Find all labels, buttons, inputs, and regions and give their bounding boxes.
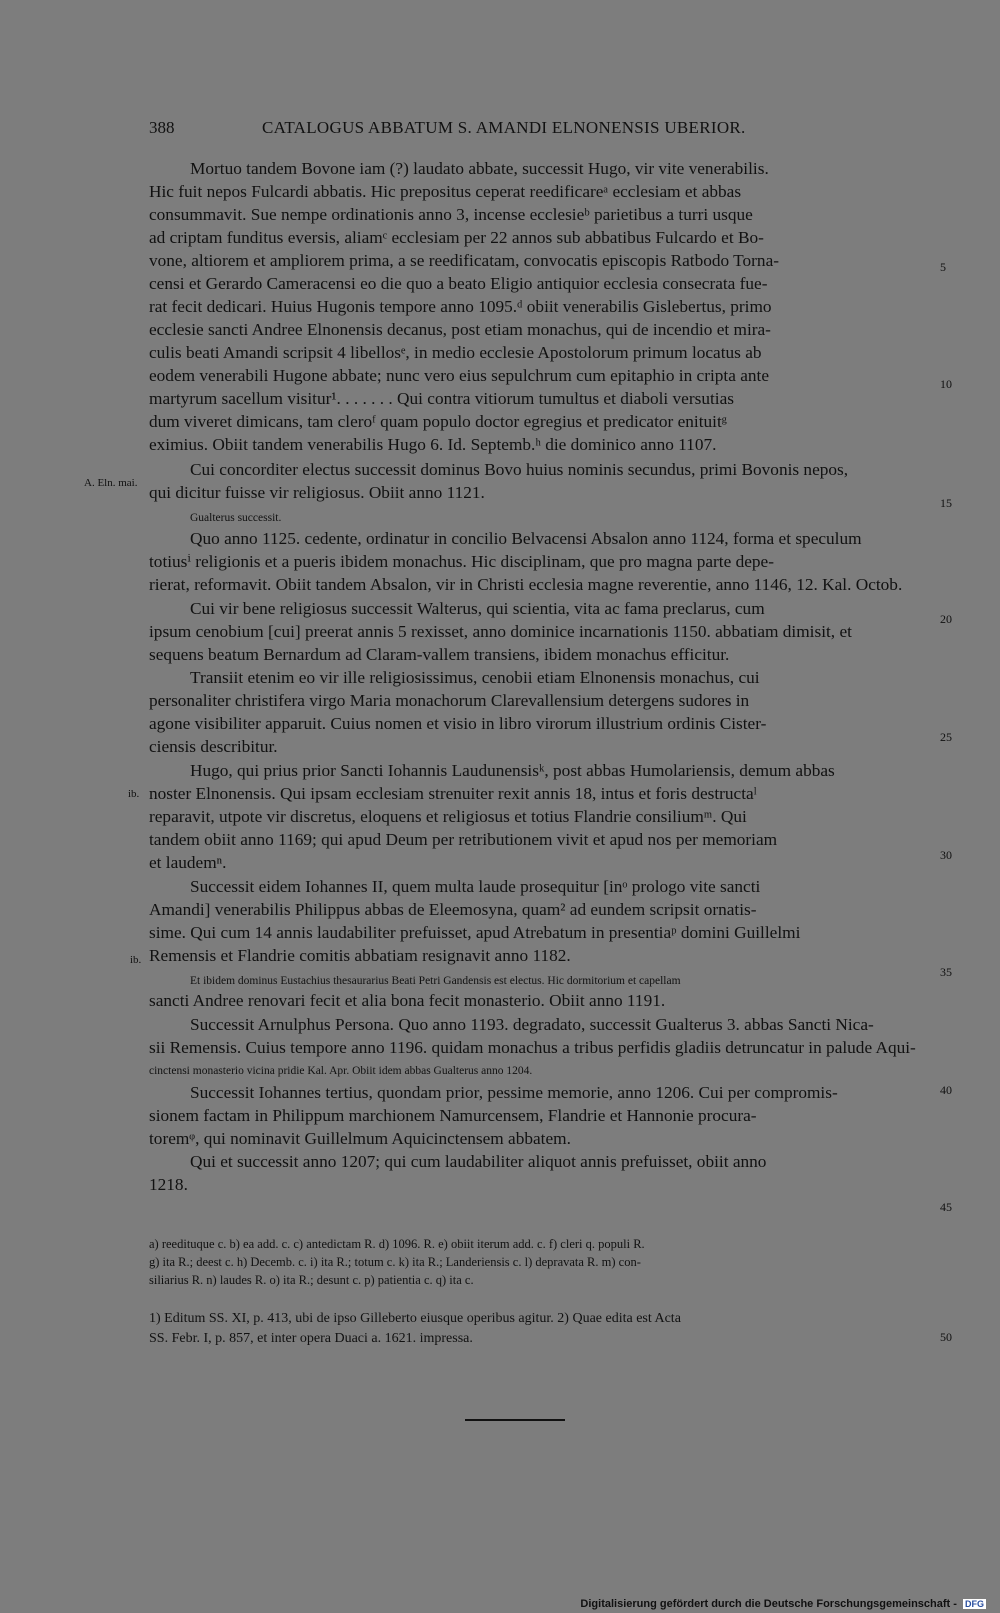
text-line: toremᵠ, qui nominavit Guillelmum Aquicinctensem abbatem. bbox=[149, 1129, 571, 1148]
text-line: sionem factam in Philippum marchionem Namurcensem, Flandrie et Hannonie procura- bbox=[149, 1106, 757, 1125]
text-line: sequens beatum Bernardum ad Claram-vallem transiens, ibidem monachus efficitur. bbox=[149, 645, 730, 664]
footer bbox=[580, 1598, 986, 1610]
line-number: 10 bbox=[940, 377, 952, 391]
text-line: Et ibidem dominus Eustachius thesaurarius Beati Petri Gandensis est electus. Hic dormitorium et capellam bbox=[190, 975, 681, 987]
text-line: ad criptam funditus eversis, aliamᶜ ecclesiam per 22 annos sub abbatibus Fulcardo et Bo- bbox=[149, 228, 764, 247]
apparatus-line: g) ita R.; deest c. h) Decemb. c. i) ita R.; totum c. k) ita R.; Landeriensis c. l) depravata R. m) con- bbox=[149, 1255, 641, 1269]
apparatus-line: a) reedituque c. b) ea add. c. c) antedictam R. d) 1096. R. e) obiit iterum add. c. f) cleri q. populi R. bbox=[149, 1237, 645, 1251]
text-line: consummavit. Sue nempe ordinationis anno 3, incense ecclesieᵇ parietibus a turri usque bbox=[149, 205, 753, 224]
note-line: 1) Editum SS. XI, p. 413, ubi de ipso Gilleberto eiusque operibus agitur. 2) Quae edita est Acta bbox=[149, 1311, 681, 1326]
text-line: culis beati Amandi scripsit 4 libellosᵉ, in medio ecclesie Apostolorum primum locatus ab bbox=[149, 343, 762, 362]
margin-note: A. Eln. mai. bbox=[84, 477, 138, 489]
text-line: sime. Qui cum 14 annis laudabiliter prefuisset, apud Atrebatum in presentiaᵖ domini Guillelmi bbox=[149, 923, 801, 942]
page-number: 388 bbox=[149, 118, 175, 137]
text-line: Mortuo tandem Bovone iam (?) laudato abbate, successit Hugo, vir vite venerabilis. bbox=[190, 159, 769, 178]
running-title: CATALOGUS ABBATUM S. AMANDI ELNONENSIS UBERIOR. bbox=[262, 118, 746, 137]
text-line: Quo anno 1125. cedente, ordinatur in concilio Belvacensi Absalon anno 1124, forma et speculum bbox=[190, 529, 862, 548]
text-line: ecclesie sancti Andree Elnonensis decanus, post etiam monachus, qui de incendio et mira- bbox=[149, 320, 771, 339]
text-line: martyrum sacellum visitur¹. . . . . . . Qui contra vitiorum tumultus et diaboli versutias bbox=[149, 389, 734, 408]
text-line: tandem obiit anno 1169; qui apud Deum per retributionem vivit et apud nos per memoriam bbox=[149, 830, 778, 849]
line-number: 45 bbox=[940, 1200, 952, 1214]
text-line: rat fecit dedicari. Huius Hugonis tempore anno 1095.ᵈ obiit venerabilis Gislebertus, primo bbox=[149, 297, 772, 316]
dfg-logo: DFG bbox=[965, 1599, 984, 1609]
text-line: cinctensi monasterio vicina pridie Kal. Apr. Obiit idem abbas Gualterus anno 1204. bbox=[149, 1065, 533, 1077]
text-line: Successit eidem Iohannes II, quem multa laude prosequitur [inᵒ prologo vite sancti bbox=[190, 877, 761, 896]
text-line: agone visibiliter apparuit. Cuius nomen et visio in libro virorum illustrium ordinis Cister- bbox=[149, 714, 767, 733]
line-number: 5 bbox=[940, 260, 946, 274]
text-line: reparavit, utpote vir discretus, eloquens et religiosus et totius Flandrie consiliumᵐ. Qui bbox=[149, 807, 747, 826]
text-line: Amandi] venerabilis Philippus abbas de Eleemosyna, quam² ad eundem scripsit ornatis- bbox=[149, 900, 757, 919]
text-line: sii Remensis. Cuius tempore anno 1196. quidam monachus a tribus perfidis gladiis detruncatur in palude Aqui- bbox=[149, 1038, 916, 1057]
margin-note: ib. bbox=[130, 954, 142, 966]
line-number: 25 bbox=[940, 730, 952, 744]
line-number: 40 bbox=[940, 1083, 952, 1097]
note-line: SS. Febr. I, p. 857, et inter opera Duaci a. 1621. impressa. bbox=[149, 1331, 473, 1346]
text-line: Hic fuit nepos Fulcardi abbatis. Hic prepositus ceperat reedificareᵃ ecclesiam et abbas bbox=[149, 182, 742, 201]
divider bbox=[465, 1419, 565, 1421]
text-line: censi et Gerardo Cameracensi eo die quo a beato Eligio antiquior ecclesia consecrata fue- bbox=[149, 274, 768, 293]
text-line: ipsum cenobium [cui] preerat annis 5 rexisset, anno dominice incarnationis 1150. abbatiam dimisit, et bbox=[149, 622, 852, 641]
text-line: Hugo, qui prius prior Sancti Iohannis Laudunensisᵏ, post abbas Humolariensis, demum abbas bbox=[190, 761, 835, 780]
text-line: Qui et successit anno 1207; qui cum laudabiliter aliquot annis prefuisset, obiit anno bbox=[190, 1152, 767, 1171]
apparatus-line: siliarius R. n) laudes R. o) ita R.; desunt c. p) patientia c. q) ita c. bbox=[149, 1273, 474, 1287]
text-line: rierat, reformavit. Obiit tandem Absalon, vir in Christi ecclesia magne reverentie, anno 1146, 12. Kal. Octob. bbox=[149, 575, 903, 594]
text-line: Remensis et Flandrie comitis abbatiam resignavit anno 1182. bbox=[149, 946, 571, 965]
text-line: Transiit etenim eo vir ille religiosissimus, cenobii etiam Elnonensis monachus, cui bbox=[190, 668, 760, 687]
line-number: 30 bbox=[940, 848, 952, 862]
text-line: Successit Arnulphus Persona. Quo anno 1193. degradato, successit Gualterus 3. abbas Sancti Nica- bbox=[190, 1015, 874, 1034]
text-line: eximius. Obiit tandem venerabilis Hugo 6. Id. Septemb.ʰ die dominico anno 1107. bbox=[149, 435, 717, 454]
text-line: 1218. bbox=[149, 1175, 188, 1194]
text-line: Gualterus successit. bbox=[190, 512, 282, 524]
text-line: dum viveret dimicans, tam cleroᶠ quam populo doctor egregius et predicator enituitᵍ bbox=[149, 412, 727, 431]
text-line: et laudemⁿ. bbox=[149, 853, 227, 872]
text-line: personaliter christifera virgo Maria monachorum Clarevallensium detergens sudores in bbox=[149, 691, 750, 710]
text-line: Cui vir bene religiosus successit Walterus, qui scientia, vita ac fama preclarus, cum bbox=[190, 599, 765, 618]
text-line: totiusⁱ religionis et a pueris ibidem monachus. Hic disciplinam, que pro magna parte depe- bbox=[149, 552, 774, 571]
text-line: Successit Iohannes tertius, quondam prior, pessime memorie, anno 1206. Cui per compromis- bbox=[190, 1083, 838, 1102]
text-line: qui dicitur fuisse vir religiosus. Obiit anno 1121. bbox=[149, 483, 485, 502]
text-line: ciensis describitur. bbox=[149, 737, 278, 756]
margin-note: ib. bbox=[128, 788, 140, 800]
text-line: vone, altiorem et ampliorem prima, a se reedificatam, convocatis episcopis Ratbodo Torna- bbox=[149, 251, 779, 270]
line-number: 50 bbox=[940, 1330, 952, 1344]
line-number: 35 bbox=[940, 965, 952, 979]
line-number: 20 bbox=[940, 612, 952, 626]
text-line: sancti Andree renovari fecit et alia bona fecit monasterio. Obiit anno 1191. bbox=[149, 991, 666, 1010]
footer-text: Digitalisierung gefördert durch die Deutsche Forschungsgemeinschaft - bbox=[580, 1598, 957, 1610]
text-line: eodem venerabili Hugone abbate; nunc vero eius sepulchrum cum epitaphio in cripta ante bbox=[149, 366, 769, 385]
text-line: noster Elnonensis. Qui ipsam ecclesiam strenuiter rexit annis 18, intus et foris destructaˡ bbox=[149, 784, 757, 803]
line-number: 15 bbox=[940, 496, 952, 510]
text-line: Cui concorditer electus successit dominus Bovo huius nominis secundus, primi Bovonis nepos, bbox=[190, 460, 849, 479]
